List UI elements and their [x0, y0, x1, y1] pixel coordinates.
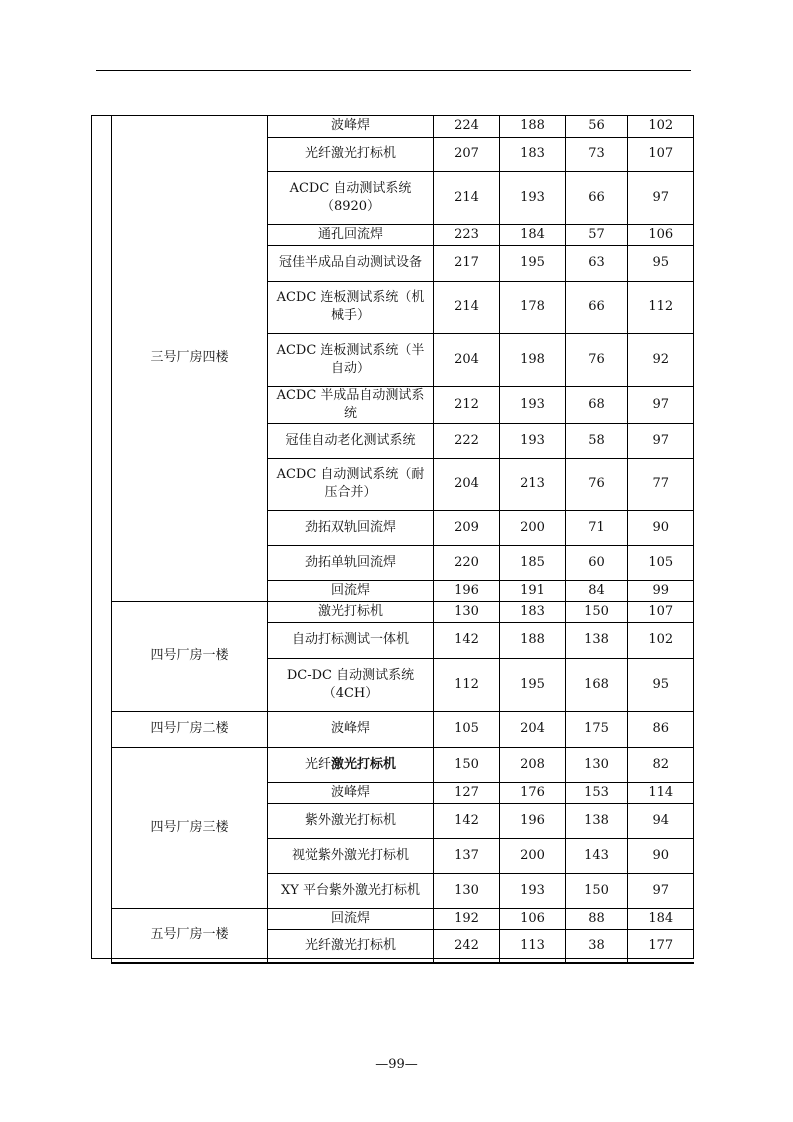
device-name-prefix: 光纤: [304, 756, 331, 772]
value-cell-v1: 196: [434, 580, 500, 601]
value-cell-v1: 130: [434, 873, 500, 908]
device-cell: 波峰焊: [268, 116, 434, 137]
value-cell-v1: 223: [434, 224, 500, 245]
value-cell-v1: 192: [434, 908, 500, 929]
value-cell-v1: 207: [434, 137, 500, 171]
device-cell: ACDC 连板测试系统（机械手）: [268, 281, 434, 333]
value-cell-v1: 142: [434, 803, 500, 838]
value-cell-v2: 204: [500, 711, 566, 747]
value-cell-v2: 183: [500, 137, 566, 171]
location-cell: 四号厂房一楼: [112, 601, 268, 711]
value-cell-v3: 150: [566, 873, 628, 908]
value-cell-v2: 193: [500, 386, 566, 423]
value-cell-v4: 90: [628, 838, 694, 873]
value-cell-v1: 137: [434, 838, 500, 873]
location-cell: 五号厂房一楼: [112, 908, 268, 963]
value-cell-v3: 175: [566, 711, 628, 747]
value-cell-v3: 88: [566, 908, 628, 929]
value-cell-v3: 143: [566, 838, 628, 873]
value-cell-v3: 84: [566, 580, 628, 601]
value-cell-v1: 142: [434, 622, 500, 658]
value-cell-v3: 66: [566, 171, 628, 224]
value-cell-v4: 90: [628, 510, 694, 545]
value-cell-v3: 150: [566, 601, 628, 622]
value-cell-v4: 86: [628, 711, 694, 747]
value-cell-v4: 97: [628, 873, 694, 908]
value-cell-v4: 82: [628, 747, 694, 782]
table-body: [112, 116, 694, 963]
device-cell: 冠佳半成品自动测试设备: [268, 245, 434, 281]
value-cell-v3: 63: [566, 245, 628, 281]
device-cell: 冠佳自动老化测试系统: [268, 423, 434, 458]
value-cell-v2: 196: [500, 803, 566, 838]
location-cell: 四号厂房三楼: [112, 747, 268, 908]
value-cell-v2: 200: [500, 510, 566, 545]
value-cell-v2: 176: [500, 782, 566, 803]
value-cell-v1: 212: [434, 386, 500, 423]
value-cell-v2: 200: [500, 838, 566, 873]
device-name-bold: 激光打标机: [331, 756, 397, 772]
value-cell-v1: 217: [434, 245, 500, 281]
value-cell-v1: 204: [434, 458, 500, 510]
device-cell: ACDC 自动测试系统（8920）: [268, 171, 434, 224]
value-cell-v3: 138: [566, 803, 628, 838]
device-cell: 紫外激光打标机: [268, 803, 434, 838]
value-cell-v4: 92: [628, 333, 694, 386]
value-cell-v3: 38: [566, 929, 628, 963]
device-cell: [268, 747, 434, 782]
device-cell: 自动打标测试一体机: [268, 622, 434, 658]
device-cell: ACDC 半成品自动测试系统: [268, 386, 434, 423]
value-cell-v4: 95: [628, 658, 694, 711]
value-cell-v4: 114: [628, 782, 694, 803]
table-left-strip: [92, 116, 112, 958]
value-cell-v4: 184: [628, 908, 694, 929]
value-cell-v4: 102: [628, 116, 694, 137]
value-cell-v3: 153: [566, 782, 628, 803]
value-cell-v4: 177: [628, 929, 694, 963]
table-row: [112, 601, 694, 622]
value-cell-v1: 224: [434, 116, 500, 137]
value-cell-v4: 94: [628, 803, 694, 838]
page-number: —99—: [375, 1057, 418, 1072]
value-cell-v4: 106: [628, 224, 694, 245]
value-cell-v4: 105: [628, 545, 694, 580]
value-cell-v3: 66: [566, 281, 628, 333]
value-cell-v2: 185: [500, 545, 566, 580]
value-cell-v2: 113: [500, 929, 566, 963]
device-cell: DC-DC 自动测试系统（4CH）: [268, 658, 434, 711]
value-cell-v3: 68: [566, 386, 628, 423]
value-cell-v1: 112: [434, 658, 500, 711]
table-row: [112, 908, 694, 929]
device-cell: 劲拓单轨回流焊: [268, 545, 434, 580]
value-cell-v4: 112: [628, 281, 694, 333]
noise-table: [91, 115, 694, 959]
value-cell-v3: 130: [566, 747, 628, 782]
value-cell-v2: 178: [500, 281, 566, 333]
value-cell-v3: 138: [566, 622, 628, 658]
value-cell-v2: 195: [500, 245, 566, 281]
value-cell-v4: 97: [628, 386, 694, 423]
value-cell-v2: 184: [500, 224, 566, 245]
value-cell-v4: 107: [628, 137, 694, 171]
value-cell-v4: 97: [628, 423, 694, 458]
value-cell-v2: 188: [500, 116, 566, 137]
value-cell-v3: 60: [566, 545, 628, 580]
value-cell-v1: 214: [434, 281, 500, 333]
value-cell-v2: 195: [500, 658, 566, 711]
value-cell-v2: 213: [500, 458, 566, 510]
value-cell-v2: 188: [500, 622, 566, 658]
device-cell: 激光打标机: [268, 601, 434, 622]
device-cell: 波峰焊: [268, 711, 434, 747]
value-cell-v1: 127: [434, 782, 500, 803]
value-cell-v1: 222: [434, 423, 500, 458]
value-cell-v2: 208: [500, 747, 566, 782]
value-cell-v4: 95: [628, 245, 694, 281]
value-cell-v4: 107: [628, 601, 694, 622]
table-row: [112, 711, 694, 747]
value-cell-v4: 77: [628, 458, 694, 510]
value-cell-v1: 214: [434, 171, 500, 224]
value-cell-v2: 198: [500, 333, 566, 386]
value-cell-v2: 191: [500, 580, 566, 601]
value-cell-v2: 183: [500, 601, 566, 622]
value-cell-v3: 56: [566, 116, 628, 137]
device-cell: 波峰焊: [268, 782, 434, 803]
value-cell-v2: 193: [500, 423, 566, 458]
value-cell-v1: 130: [434, 601, 500, 622]
value-cell-v4: 102: [628, 622, 694, 658]
value-cell-v3: 73: [566, 137, 628, 171]
value-cell-v3: 58: [566, 423, 628, 458]
value-cell-v3: 71: [566, 510, 628, 545]
device-cell: 视觉紫外激光打标机: [268, 838, 434, 873]
value-cell-v1: 209: [434, 510, 500, 545]
value-cell-v2: 193: [500, 171, 566, 224]
table-row: [112, 747, 694, 782]
value-cell-v1: 204: [434, 333, 500, 386]
equipment-table: [111, 116, 694, 964]
value-cell-v3: 76: [566, 458, 628, 510]
device-cell: 光纤激光打标机: [268, 137, 434, 171]
device-cell: ACDC 连板测试系统（半自动）: [268, 333, 434, 386]
value-cell-v1: 105: [434, 711, 500, 747]
device-cell: 光纤激光打标机: [268, 929, 434, 963]
value-cell-v2: 193: [500, 873, 566, 908]
device-cell: ACDC 自动测试系统（耐压合并）: [268, 458, 434, 510]
device-cell: 回流焊: [268, 908, 434, 929]
device-cell: 回流焊: [268, 580, 434, 601]
device-cell: 通孔回流焊: [268, 224, 434, 245]
value-cell-v3: 76: [566, 333, 628, 386]
value-cell-v4: 97: [628, 171, 694, 224]
device-cell: XY 平台紫外激光打标机: [268, 873, 434, 908]
value-cell-v1: 150: [434, 747, 500, 782]
value-cell-v3: 57: [566, 224, 628, 245]
value-cell-v1: 242: [434, 929, 500, 963]
value-cell-v2: 106: [500, 908, 566, 929]
header-rule: [96, 70, 691, 71]
location-cell: 四号厂房二楼: [112, 711, 268, 747]
device-cell: 劲拓双轨回流焊: [268, 510, 434, 545]
table-row: [112, 116, 694, 137]
value-cell-v3: 168: [566, 658, 628, 711]
location-cell: 三号厂房四楼: [112, 116, 268, 601]
value-cell-v4: 99: [628, 580, 694, 601]
value-cell-v1: 220: [434, 545, 500, 580]
